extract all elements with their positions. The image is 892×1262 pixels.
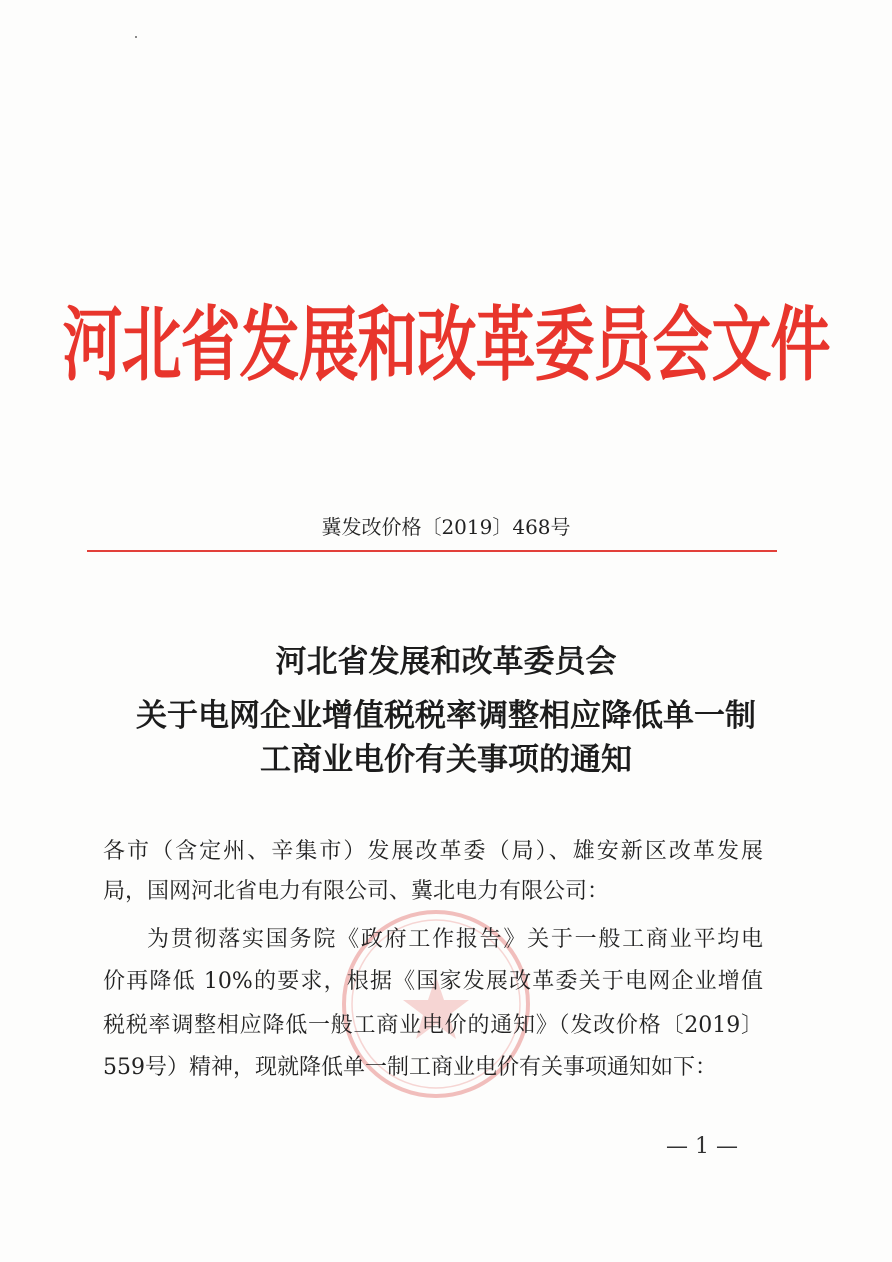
document-number: 冀发改价格〔2019〕468号 — [321, 515, 571, 539]
body-paragraph-line: 559号）精神，现就降低单一制工商业电价有关事项通知如下： — [103, 1055, 717, 1080]
body-paragraph-line: 各市（含定州、辛集市）发展改革委（局）、雄安新区改革发展 — [103, 839, 763, 864]
body-paragraph-line: 为贯彻落实国务院《政府工作报告》关于一般工商业平均电 — [147, 927, 763, 952]
scan-speck — [135, 36, 137, 38]
page-number: — 1 — — [666, 1134, 738, 1159]
title-line-3: 工商业电价有关事项的通知 — [260, 742, 632, 778]
document-masthead: 河北省发展和改革委员会文件 — [62, 298, 830, 394]
body-paragraph-line: 税税率调整相应降低一般工商业电价的通知》（发改价格〔2019〕 — [103, 1013, 763, 1038]
body-paragraph-line: 局，国网河北省电力有限公司、冀北电力有限公司： — [103, 879, 610, 904]
title-line-2: 关于电网企业增值税税率调整相应降低单一制 — [136, 698, 756, 734]
body-paragraph-line: 价再降低 10%的要求，根据《国家发展改革委关于电网企业增值 — [103, 969, 763, 994]
red-separator-line — [87, 550, 777, 552]
title-line-1: 河北省发展和改革委员会 — [275, 644, 617, 680]
